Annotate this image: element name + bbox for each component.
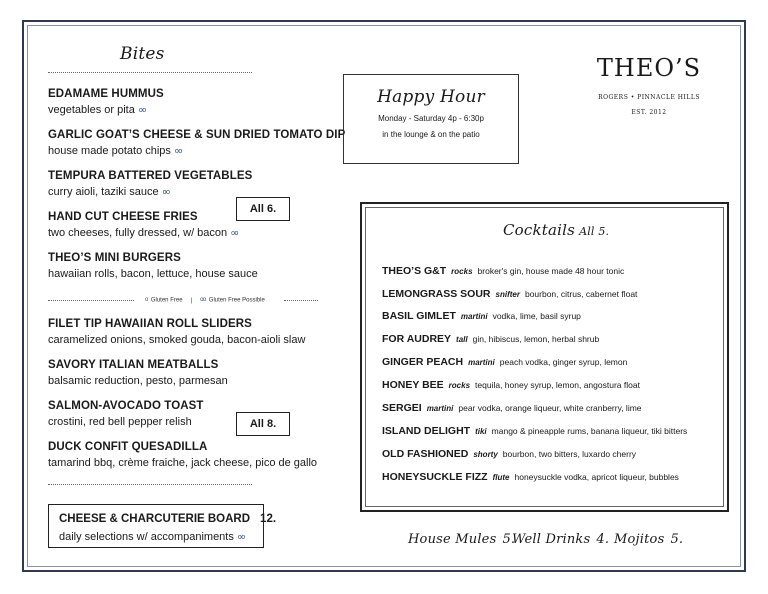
- bite-name: FILET TIP HAWAIIAN ROLL SLIDERS: [48, 318, 252, 330]
- bite-item: [48, 318, 305, 346]
- bite-desc: caramelized onions, smoked gouda, bacon-aioli slaw: [48, 334, 306, 346]
- happy-hour-location: in the lounge & on the patio: [382, 130, 480, 139]
- mojitos-price: 5.: [670, 532, 684, 547]
- gluten-free-possible-icon: oo: [237, 533, 245, 541]
- bite-name: GARLIC GOAT’S CHEESE & SUN DRIED TOMATO DIP: [48, 129, 346, 141]
- bite-desc: hawaiian rolls, bacon, lettuce, house sauce: [48, 268, 258, 280]
- bite-name: THEO’S MINI BURGERS: [48, 252, 181, 264]
- bite-name: DUCK CONFIT QUESADILLA: [48, 441, 208, 453]
- cocktail-item: ISLAND DELIGHT tiki mango & pineapple rums, banana liqueur, tiki bitters: [382, 425, 688, 437]
- gluten-legend: o Gluten Free | oo Gluten Free Possible: [145, 297, 265, 304]
- bites-top-divider: [48, 72, 252, 73]
- bite-item: [48, 211, 238, 239]
- cheese-board-price: 12.: [260, 513, 277, 525]
- house-mules: House Mules 5.: [408, 532, 516, 547]
- bite-name: SAVORY ITALIAN MEATBALLS: [48, 359, 219, 371]
- cocktail-item: LEMONGRASS SOUR snifter bourbon, citrus, cabernet float: [382, 288, 638, 300]
- bite-desc: tamarind bbq, crème fraiche, jack cheese, pico de gallo: [48, 457, 318, 469]
- happy-hour-title: Happy Hour: [377, 87, 485, 107]
- bite-item: [48, 170, 252, 198]
- gluten-free-possible-icon: oo: [138, 106, 146, 114]
- bite-desc: house made potato chips oo: [48, 145, 182, 157]
- cocktails-title: Cocktails All 5.: [503, 221, 610, 239]
- legend-divider-right: [284, 300, 318, 301]
- cocktail-item: HONEY BEE rocks tequila, honey syrup, lemon, angostura float: [382, 379, 640, 391]
- bite-item: [48, 400, 204, 428]
- cocktail-item: BASIL GIMLET martini vodka, lime, basil syrup: [382, 310, 581, 322]
- well-drinks-price: 4.: [596, 532, 610, 547]
- bites-bottom-divider: [48, 484, 252, 485]
- bite-item: [48, 129, 345, 157]
- bites-title: Bites: [120, 44, 165, 64]
- bite-desc: two cheeses, fully dressed, w/ bacon oo: [48, 227, 238, 239]
- bite-name: TEMPURA BATTERED VEGETABLES: [48, 170, 253, 182]
- cocktail-item: GINGER PEACH martini peach vodka, ginger syrup, lemon: [382, 356, 628, 368]
- happy-hour-box: [343, 74, 519, 164]
- restaurant-logo: [584, 54, 714, 116]
- gluten-free-possible-icon: oo: [231, 229, 238, 237]
- legend-divider-left: [48, 300, 134, 301]
- happy-hour-hours: Monday - Saturday 4p - 6:30p: [378, 114, 484, 123]
- cheese-board-desc: daily selections w/ accompaniments oo: [59, 531, 245, 543]
- bite-item: [48, 359, 228, 387]
- price-group-6: All 6.: [236, 197, 290, 221]
- restaurant-name: THEO’S: [596, 54, 702, 82]
- restaurant-established: EST. 2012: [631, 109, 667, 116]
- bite-item: [48, 88, 164, 116]
- bite-desc: balsamic reduction, pesto, parmesan: [48, 375, 228, 387]
- gluten-free-icon: o: [145, 297, 148, 303]
- cocktails-price: All 5.: [579, 225, 610, 238]
- bite-name: EDAMAME HUMMUS: [48, 88, 164, 100]
- gluten-free-possible-icon: oo: [162, 188, 170, 196]
- cocktail-item: FOR AUDREY tall gin, hibiscus, lemon, herbal shrub: [382, 333, 600, 345]
- cocktail-item: OLD FASHIONED shorty bourbon, two bitters, luxardo cherry: [382, 448, 637, 460]
- bite-desc: vegetables or pita oo: [48, 104, 146, 116]
- mojitos: Mojitos 5.: [614, 532, 684, 547]
- bite-desc: crostini, red bell pepper relish: [48, 416, 192, 428]
- price-group-8: All 8.: [236, 412, 290, 436]
- bite-item: [48, 252, 258, 280]
- bite-name: SALMON-AVOCADO TOAST: [48, 400, 204, 412]
- cocktail-item: HONEYSUCKLE FIZZ flute honeysuckle vodka, apricot liqueur, bubbles: [382, 471, 679, 483]
- bite-name: HAND CUT CHEESE FRIES: [48, 211, 198, 223]
- house-mules-price: 5.: [502, 532, 516, 547]
- cocktail-item: SERGEI martini pear vodka, orange liqueur, white cranberry, lime: [382, 402, 642, 414]
- cocktail-item: THEO’S G&T rocks broker's gin, house made 48 hour tonic: [382, 265, 625, 277]
- restaurant-location: ROGERS • PINNACLE HILLS: [598, 94, 700, 101]
- bite-item: [48, 441, 317, 469]
- well-drinks: Well Drinks 4.: [512, 532, 610, 547]
- gluten-free-possible-icon: oo: [174, 147, 182, 155]
- bite-desc: curry aioli, taziki sauce oo: [48, 186, 170, 198]
- cheese-board-box: [48, 504, 277, 548]
- cheese-board-title: CHEESE & CHARCUTERIE BOARD 12.: [59, 513, 277, 525]
- gluten-free-possible-icon: oo: [200, 297, 206, 303]
